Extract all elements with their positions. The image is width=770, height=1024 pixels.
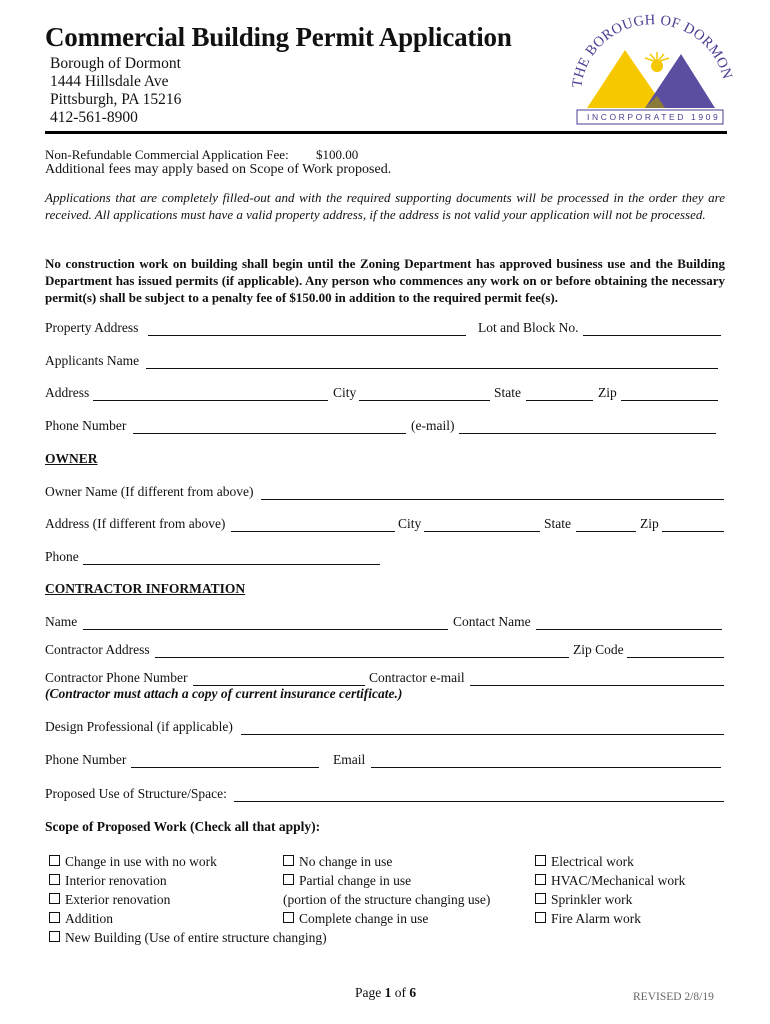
scope-interior-renovation[interactable]: Interior renovation: [49, 873, 167, 889]
zip-field[interactable]: [621, 400, 718, 401]
proposed-use-field[interactable]: [234, 801, 724, 802]
svg-text:THE BOROUGH OF DORMONT: THE BOROUGH OF DORMON: [569, 14, 735, 89]
scope-sprinkler-work[interactable]: Sprinkler work: [535, 892, 632, 908]
checkbox[interactable]: [535, 893, 546, 904]
checkbox[interactable]: [49, 893, 60, 904]
address-label: Address: [45, 385, 90, 400]
applicants-name-field[interactable]: [146, 368, 718, 369]
property-address-label: Property Address: [45, 320, 139, 335]
checkbox[interactable]: [283, 912, 294, 923]
checkbox[interactable]: [49, 912, 60, 923]
scope-partial-change-note: (portion of the structure changing use): [283, 892, 491, 907]
scope-fire-alarm-work[interactable]: Fire Alarm work: [535, 911, 641, 927]
incorporated-label: INCORPORATED 1909: [587, 112, 721, 122]
checkbox[interactable]: [535, 874, 546, 885]
city-label: City: [333, 385, 357, 400]
scope-complete-change-in-use[interactable]: Complete change in use: [283, 911, 428, 927]
page-title: Commercial Building Permit Application: [45, 22, 512, 52]
checkbox[interactable]: [535, 912, 546, 923]
scope-heading: Scope of Proposed Work (Check all that apply):: [45, 819, 321, 834]
checkbox[interactable]: [283, 855, 294, 866]
property-address-field[interactable]: [148, 335, 466, 336]
phone-field[interactable]: [133, 433, 406, 434]
address-line-2: 1444 Hillsdale Ave: [50, 73, 169, 90]
city-field[interactable]: [359, 400, 490, 401]
scope-hvac-mechanical-work[interactable]: HVAC/Mechanical work: [535, 873, 685, 889]
design-email-label: Email: [333, 752, 366, 767]
fee-amount: $100.00: [316, 147, 359, 162]
fee-label: Non-Refundable Commercial Application Fee:: [45, 147, 289, 162]
borough-seal-icon: [565, 14, 735, 126]
applicants-name-label: Applicants Name: [45, 353, 140, 368]
processing-notice: Applications that are completely filled-out and with the required supporting documents will be processed in the order they are received. All applications must have a valid property address, if the address is not valid your application will not be processed.: [45, 190, 725, 222]
design-phone-field[interactable]: [131, 767, 319, 768]
contractor-email-label: Contractor e-mail: [369, 670, 465, 685]
address-line-1: Borough of Dormont: [50, 55, 181, 72]
scope-exterior-renovation[interactable]: Exterior renovation: [49, 892, 170, 908]
design-email-field[interactable]: [371, 767, 721, 768]
contractor-email-field[interactable]: [470, 685, 724, 686]
checkbox[interactable]: [283, 874, 294, 885]
email-label: (e-mail): [411, 418, 455, 433]
contact-name-label: Contact Name: [453, 614, 531, 629]
owner-address-label: Address (If different from above): [45, 516, 226, 531]
zip-label: Zip: [598, 385, 617, 400]
checkbox[interactable]: [49, 874, 60, 885]
owner-address-field[interactable]: [231, 531, 395, 532]
owner-zip-field[interactable]: [662, 531, 724, 532]
owner-zip-label: Zip: [640, 516, 659, 531]
design-phone-label: Phone Number: [45, 752, 127, 767]
design-professional-label: Design Professional (if applicable): [45, 719, 233, 734]
owner-name-label: Owner Name (If different from above): [45, 484, 254, 499]
contractor-heading: CONTRACTOR INFORMATION: [45, 581, 246, 596]
contractor-name-label: Name: [45, 614, 78, 629]
address-field[interactable]: [93, 400, 328, 401]
design-professional-field[interactable]: [241, 734, 724, 735]
owner-name-field[interactable]: [261, 499, 724, 500]
page-indicator: Page 1 of 6: [355, 985, 417, 1000]
owner-state-label: State: [544, 516, 571, 531]
borough-logo: [565, 14, 735, 126]
insurance-note: (Contractor must attach a copy of current insurance certificate.): [45, 686, 403, 701]
owner-heading: OWNER: [45, 451, 98, 466]
email-field[interactable]: [459, 433, 716, 434]
lot-block-label: Lot and Block No.: [478, 320, 579, 335]
contractor-name-field[interactable]: [83, 629, 448, 630]
contractor-zip-field[interactable]: [627, 657, 724, 658]
scope-new-building[interactable]: New Building (Use of entire structure changing): [49, 930, 327, 946]
scope-electrical-work[interactable]: Electrical work: [535, 854, 634, 870]
state-field[interactable]: [526, 400, 593, 401]
contractor-address-label: Contractor Address: [45, 642, 150, 657]
scope-partial-change-in-use[interactable]: Partial change in use: [283, 873, 411, 889]
owner-phone-label: Phone: [45, 549, 79, 564]
contractor-address-field[interactable]: [155, 657, 569, 658]
lot-block-field[interactable]: [583, 335, 721, 336]
state-label: State: [494, 385, 521, 400]
checkbox[interactable]: [49, 931, 60, 942]
additional-fees-note: Additional fees may apply based on Scope of Work proposed.: [45, 162, 392, 177]
scope-change-in-use-no-work[interactable]: Change in use with no work: [49, 854, 217, 870]
proposed-use-label: Proposed Use of Structure/Space:: [45, 786, 227, 801]
owner-state-field[interactable]: [576, 531, 636, 532]
penalty-notice: No construction work on building shall begin until the Zoning Department has approved business use and the Building Department has issued permits (if applicable). Any person who commences any work on or before obtaining the necessary permit(s) shall be subject to a penalty fee of $150.00 in addition to the required permit fee(s).: [45, 256, 725, 305]
phone-label: Phone Number: [45, 418, 127, 433]
scope-no-change-in-use[interactable]: No change in use: [283, 854, 392, 870]
owner-city-field[interactable]: [424, 531, 540, 532]
contact-name-field[interactable]: [536, 629, 722, 630]
owner-city-label: City: [398, 516, 422, 531]
address-line-3: Pittsburgh, PA 15216: [50, 91, 182, 108]
address-line-4: 412-561-8900: [50, 109, 138, 126]
header-divider: [45, 131, 727, 134]
checkbox[interactable]: [49, 855, 60, 866]
revision-date: REVISED 2/8/19: [633, 991, 714, 1003]
checkbox[interactable]: [535, 855, 546, 866]
owner-phone-field[interactable]: [83, 564, 380, 565]
contractor-phone-label: Contractor Phone Number: [45, 670, 188, 685]
contractor-zip-label: Zip Code: [573, 642, 624, 657]
scope-addition[interactable]: Addition: [49, 911, 113, 927]
